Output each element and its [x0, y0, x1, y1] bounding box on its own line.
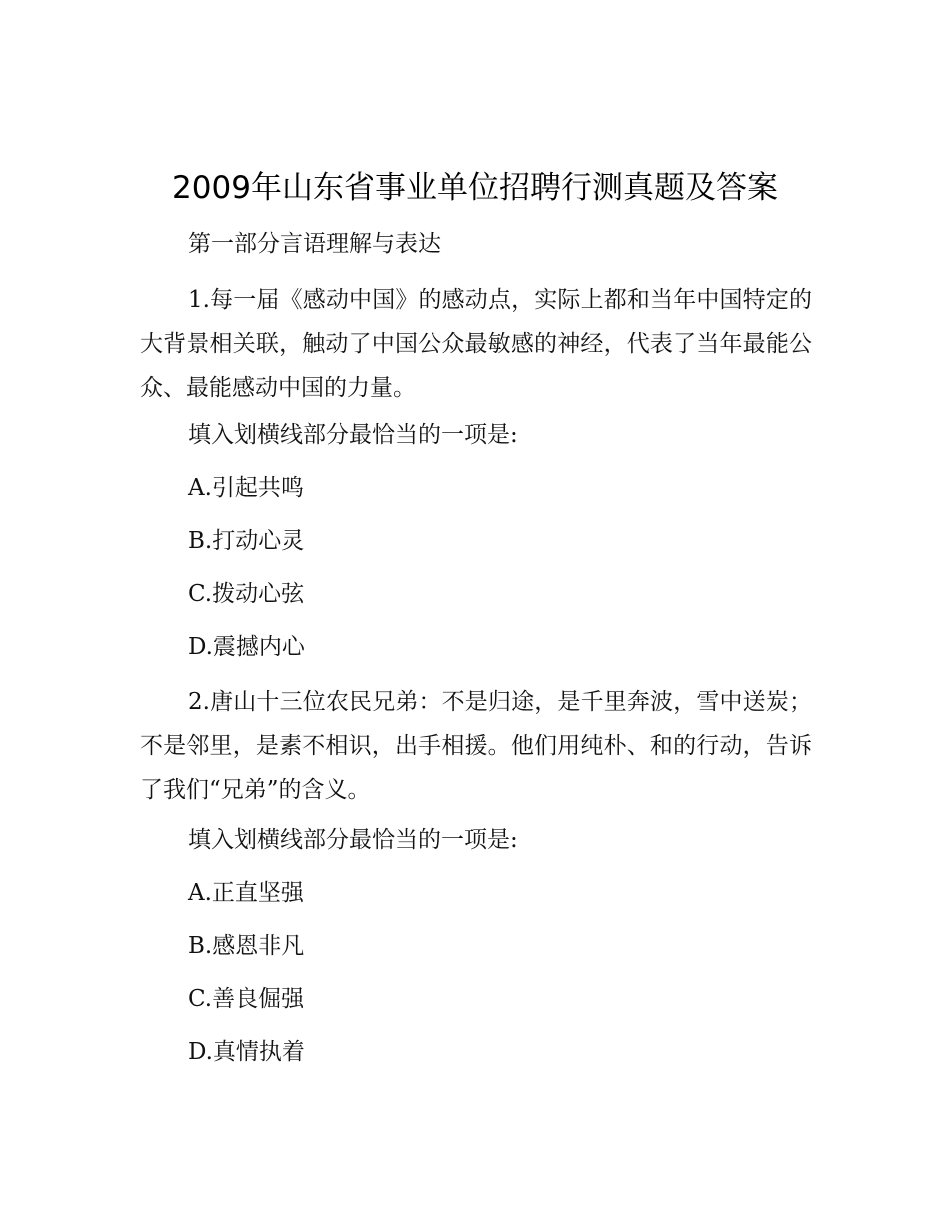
- question-2-option-a: A.正直坚强: [188, 880, 304, 906]
- section-heading: 第一部分言语理解与表达: [188, 231, 441, 257]
- question-1-option-d: D.震撼内心: [188, 634, 305, 660]
- question-1-option-c: C.拨动心弦: [188, 581, 305, 607]
- document-title: 2009年山东省事业单位招聘行测真题及答案: [172, 170, 778, 206]
- question-2-prompt: 填入划横线部分最恰当的一项是:: [188, 827, 518, 853]
- question-1-option-b: B.打动心灵: [188, 528, 305, 554]
- question-2-option-d: D.真情执着: [188, 1039, 305, 1065]
- question-2-option-c: C.善良倔强: [188, 986, 305, 1012]
- question-2-stem: 2.唐山十三位农民兄弟：不是归途，是千里奔波，雪中送炭；不是邻里，是素不相识，出手相援。他们用纯朴、和的行动，告诉了我们“兄弟”的含义。: [140, 689, 812, 803]
- question-1-stem: 1.每一届《感动中国》的感动点，实际上都和当年中国特定的大背景相关联，触动了中国公众最敏感的神经，代表了当年最能公众、最能感动中国的力量。: [140, 287, 812, 401]
- question-1-option-a: A.引起共鸣: [188, 475, 304, 501]
- question-1-prompt: 填入划横线部分最恰当的一项是:: [188, 422, 518, 448]
- question-2-option-b: B.感恩非凡: [188, 933, 305, 959]
